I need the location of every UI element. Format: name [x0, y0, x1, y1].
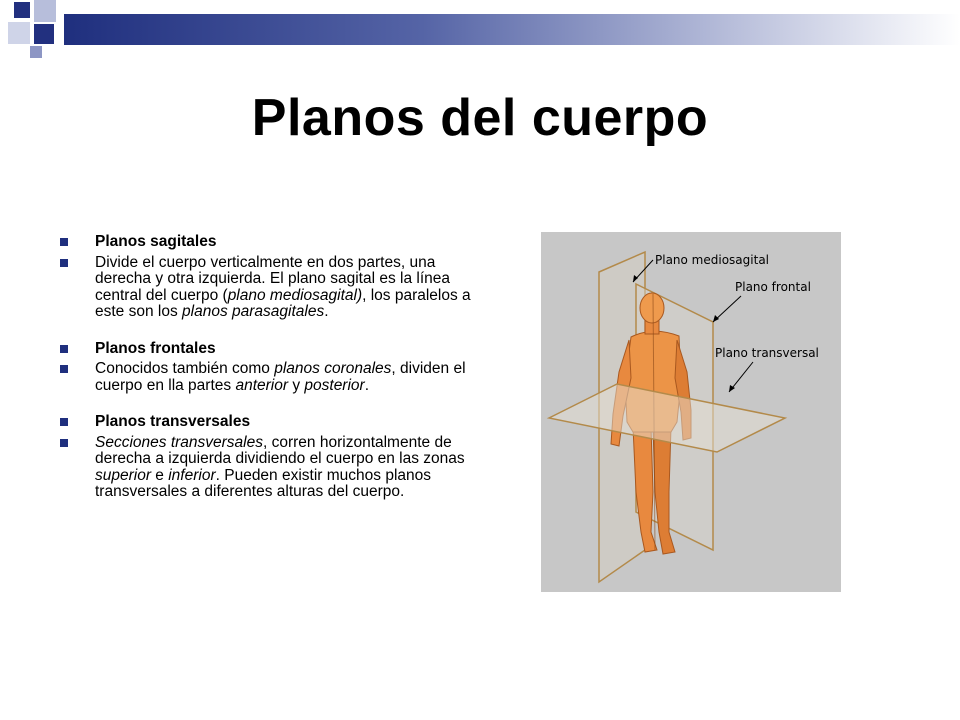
body-planes-figure — [541, 232, 841, 592]
bullet-heading-frontales — [60, 341, 480, 358]
header-square-dark — [14, 2, 30, 18]
bullet-text-run: planos parasagitales — [182, 303, 325, 320]
label-plano-frontal: Plano frontal — [735, 280, 811, 294]
bullet-text-run: . — [364, 376, 370, 394]
bullet-text-run: anterior — [235, 376, 289, 394]
transverse-plane-shape — [549, 384, 785, 452]
bullet-body-transversales — [60, 435, 480, 501]
slide-title: Planos del cuerpo — [251, 89, 709, 147]
square-bullet-icon — [60, 418, 68, 426]
bullet-text-run: , los paralelos a este son los — [95, 286, 471, 320]
bullet-text-run: Planos frontales — [95, 339, 216, 357]
header-square-dark-2 — [34, 24, 54, 44]
bullet-text-run: , corren horizontalmente de derecha a izquierda dividiendo el cuerpo en las zonas — [95, 433, 465, 467]
header-square-pale — [8, 22, 30, 44]
square-bullet-icon — [60, 259, 68, 267]
bullet-text — [95, 413, 250, 430]
bullet-heading-sagitales — [60, 234, 480, 251]
body-planes-illustration — [541, 232, 841, 592]
bullet-text-run: Planos sagitales — [95, 233, 217, 250]
bullet-text-run: . — [324, 303, 329, 320]
arrowhead-frontal-icon — [713, 315, 719, 322]
header-gradient-bar — [64, 14, 960, 45]
bullet-text-run: , dividen el cuerpo en lla partes — [95, 360, 466, 394]
bullet-text-run: Divide el cuerpo verticalmente en dos partes, una derecha y otra izquierda. El plano sagital es la línea central del cuerpo ( — [95, 253, 450, 304]
bullet-text — [95, 254, 471, 321]
bullet-text — [95, 233, 216, 250]
header-square-light — [34, 0, 56, 22]
bullet-content — [60, 234, 480, 505]
label-plano-mediosagital: Plano mediosagital — [655, 253, 769, 267]
bullet-body-frontales — [60, 361, 480, 394]
bullet-heading-transversales — [60, 414, 480, 431]
bullet-text-run: Conocidos también como — [95, 360, 275, 377]
bullet-text — [95, 434, 465, 501]
bullet-text-run: Planos transversales — [95, 413, 251, 430]
bullet-body-sagitales — [60, 255, 480, 321]
label-plano-transversal: Plano transversal — [715, 346, 819, 360]
square-bullet-icon — [60, 439, 68, 447]
header-square-small — [30, 46, 42, 58]
bullet-text-run: . Pueden existir muchos planos transversales a diferentes alturas del cuerpo. — [95, 466, 432, 500]
bullet-text — [95, 360, 466, 394]
bullet-text-run: y — [288, 376, 305, 394]
square-bullet-icon — [60, 238, 68, 246]
square-bullet-icon — [60, 345, 68, 353]
bullet-text — [95, 340, 216, 357]
bullet-text-run: superior — [95, 466, 151, 484]
bullet-text-run: plano mediosagital) — [227, 286, 363, 304]
bullet-text-run: planos coronales — [274, 360, 392, 377]
bullet-text-run: Secciones transversales — [95, 433, 263, 451]
bullet-text-run: e — [151, 466, 169, 484]
bullet-text-run: inferior — [168, 466, 216, 484]
square-bullet-icon — [60, 365, 68, 373]
bullet-text-run: posterior — [304, 376, 365, 394]
